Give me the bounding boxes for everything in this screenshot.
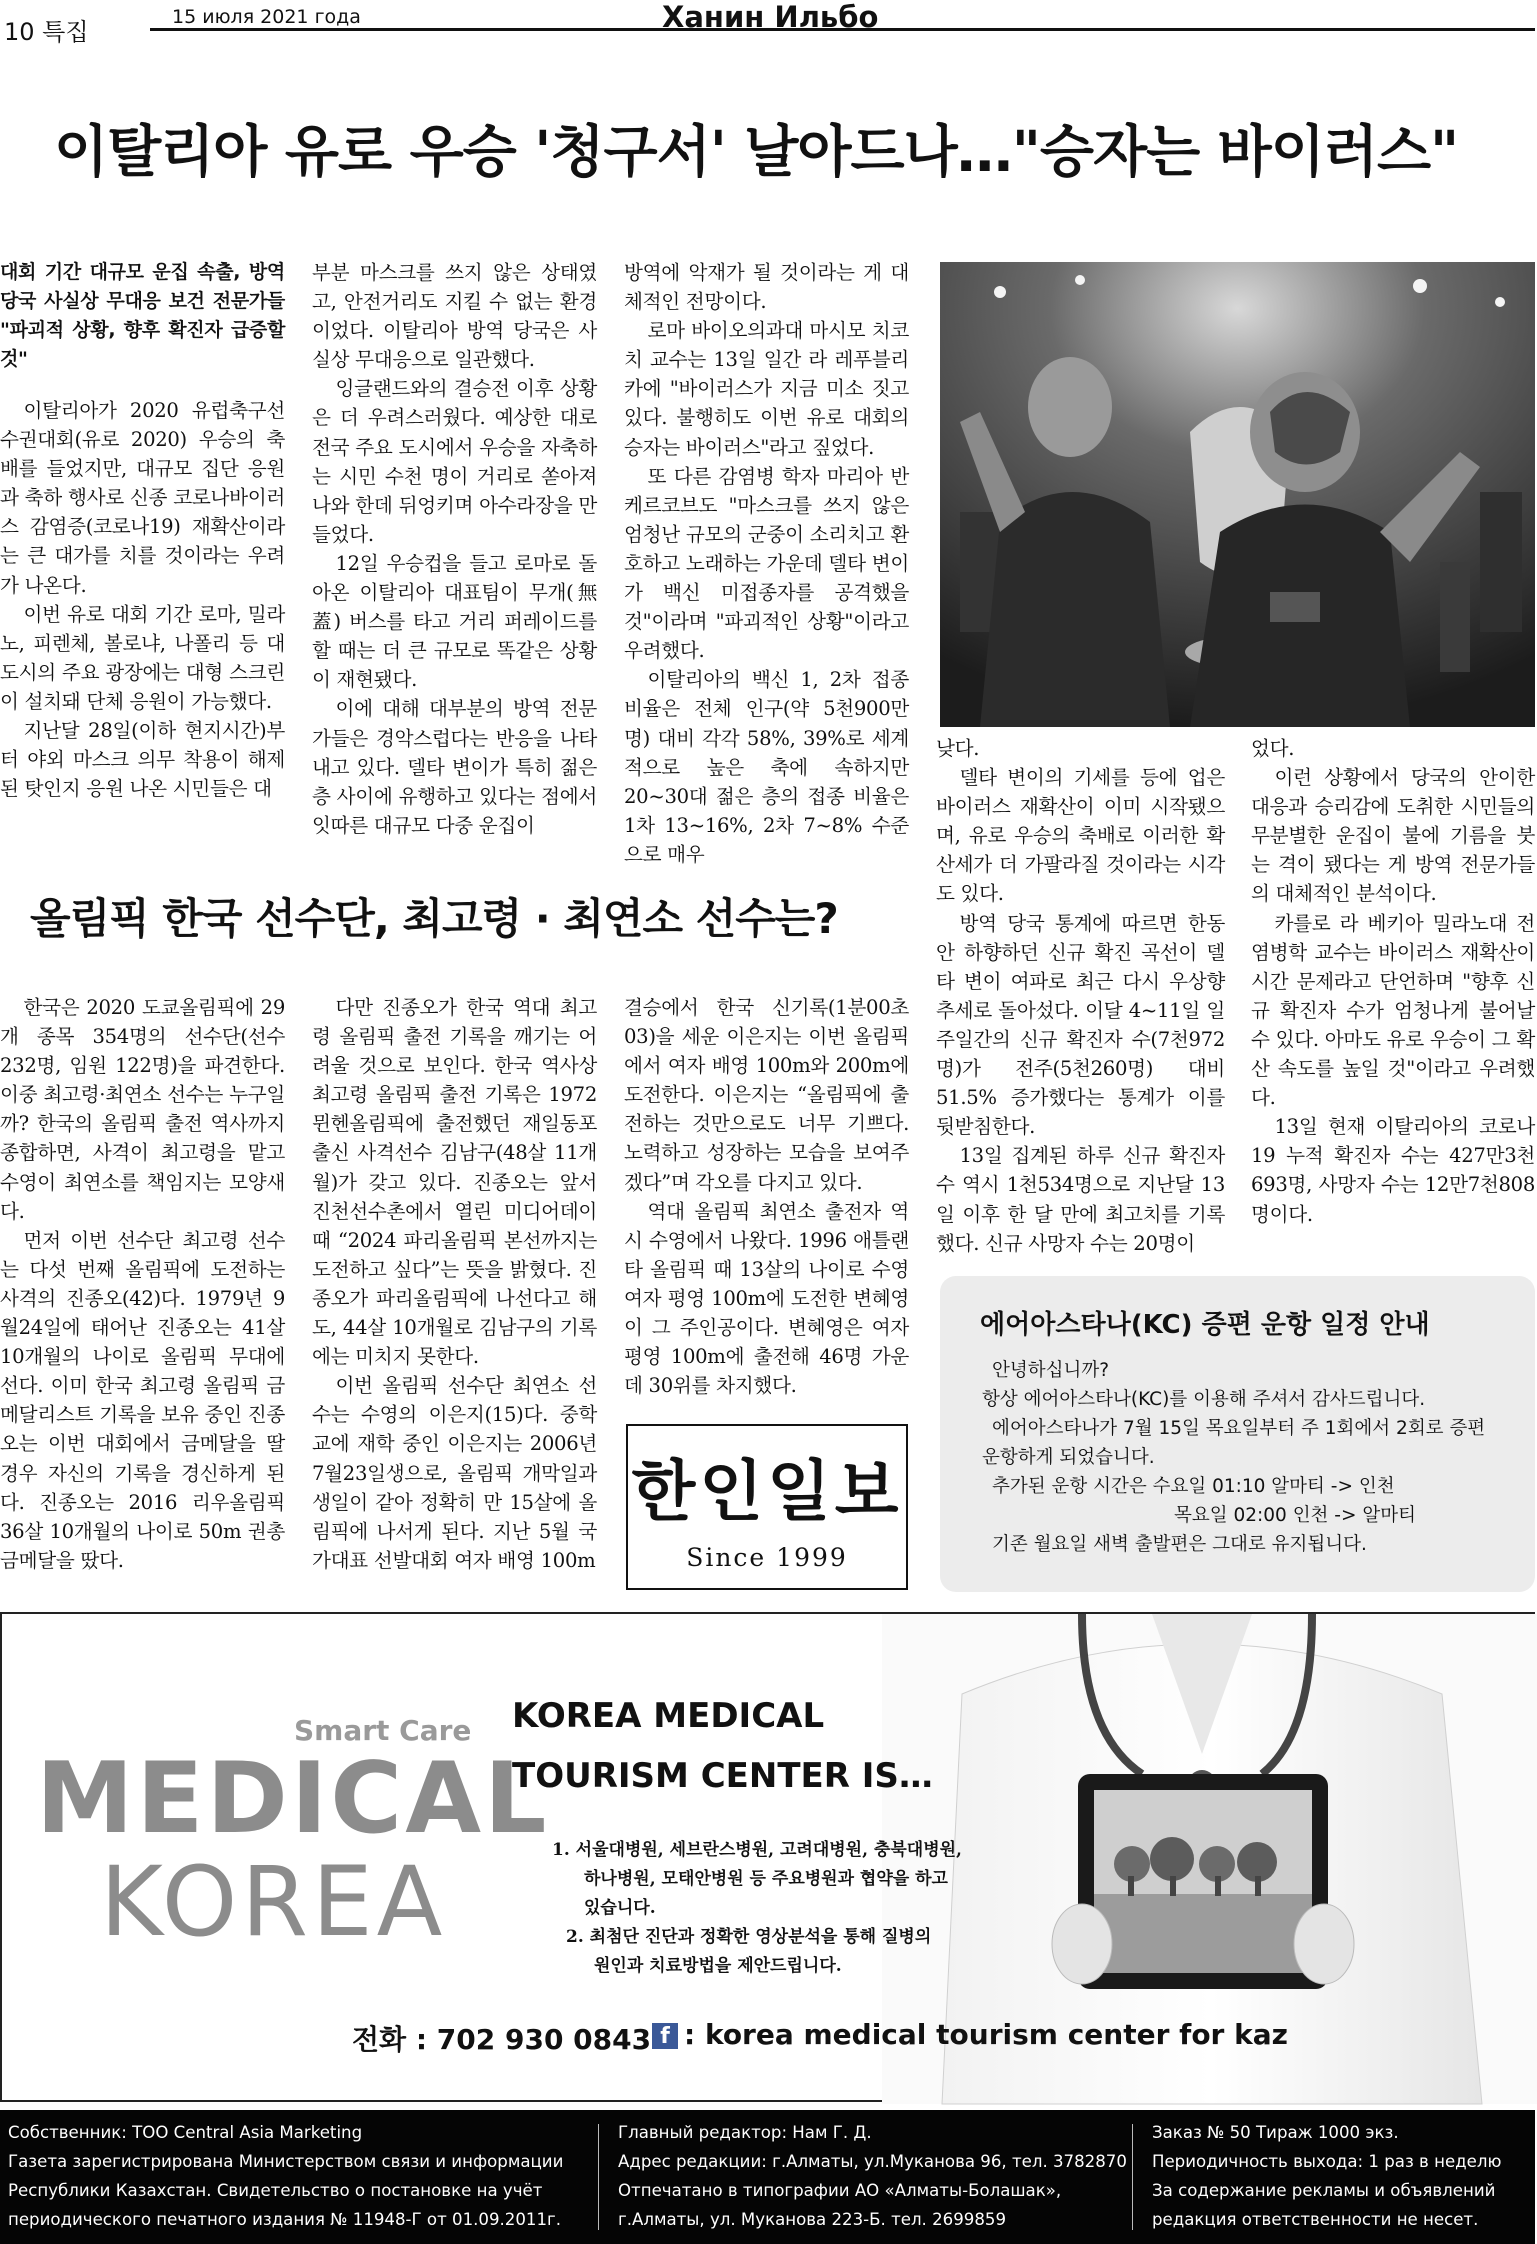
- article1-column-2: [312, 258, 597, 844]
- medical-korea-ad: [0, 1612, 1535, 2102]
- imprint-line: Главный редактор: Нам Г. Д.: [618, 2123, 872, 2142]
- facebook-icon: f: [652, 2023, 678, 2049]
- medical-wordmark: MEDICAL: [36, 1742, 550, 1856]
- paragraph: 이에 대해 대부분의 방역 전문가들은 경악스럽다는 반응을 나타내고 있다. 델타 변이가 특히 젊은 층 사이에 유행하고 있다는 점에서 잇따른 대규모 다중 운집이: [312, 697, 597, 837]
- paragraph: 부분 마스크를 쓰지 않은 상태였고, 안전거리도 지킬 수 없는 환경이었다. 이탈리아 방역 당국은 사실상 무대응으로 일관했다.: [312, 261, 597, 372]
- paragraph: 한국은 2020 도쿄올림픽에 29개 종목 354명의 선수단(선수 232명, 임원 122명)을 파견한다. 이중 최고령·최연소 선수는 누구일까? 한국의 올림픽 출전 역사까지 종합하면, 사격이 최고령을 맡고 수영이 최연소를 책임지는 모양새다.: [0, 996, 285, 1223]
- imprint-line: Адрес редакции: г.Алматы, ул.Муканова 96, тел. 3782870: [618, 2152, 1127, 2171]
- paragraph: 이번 유로 대회 기간 로마, 밀라노, 피렌체, 볼로냐, 나폴리 등 대도시의 주요 광장에는 대형 스크린이 설치돼 단체 응원이 가능했다.: [0, 602, 285, 713]
- masthead: Ханин Ильбо: [662, 0, 879, 34]
- paragraph: 다만 진종오가 한국 역대 최고령 올림픽 출전 기록을 깨기는 어려울 것으로 보인다. 한국 역사상 최고령 올림픽 출전 기록은 1972 뮌헨올림픽에 출전했던 재일동포 출신 사격선수 김남구(48살 11개월)가 갖고 있다. 진종오는 앞서 진천선수촌에서 열린 미디어데이 때 “2024 파리올림픽 본선까지는 도전하고 싶다”는 뜻을 밝혔다. 진종오가 파리올림픽에 나선다고 해도, 44살 10개월로 김남구의 기록에는 미치지 못한다.: [312, 996, 597, 1369]
- ad-list-line: 하나병원, 모태안병원 등 주요병원과 협약을 하고: [584, 1869, 948, 1889]
- imprint-footer: [0, 2110, 1535, 2244]
- notice-line: 안녕하십니까?: [992, 1360, 1110, 1381]
- imprint-column-3: [1152, 2118, 1501, 2234]
- notice-line: 항상 에어아스타나(KC)를 이용해 주셔서 감사드립니다.: [982, 1389, 1426, 1410]
- notice-line: 추가된 운항 시간은 수요일 01:10 알마티 -> 인천: [992, 1476, 1395, 1497]
- page-label: 10 특집: [4, 18, 89, 46]
- smart-care-label: Smart Care: [294, 1714, 472, 1747]
- ad-list-line: 원인과 치료방법을 제안드립니다.: [594, 1956, 842, 1976]
- ad-list-line: 있습니다.: [584, 1898, 656, 1918]
- paragraph: 방역 당국 통계에 따르면 한동안 하향하던 신규 확진 곡선이 델타 변이 여파로 최근 다시 우상향 추세로 돌아섰다. 이달 4~11일 일주일간의 신규 확진자 수(7천972명)가 전주(5천260명) 대비 51.5% 증가했다는 통계가 이를 뒷받침한다.: [936, 911, 1225, 1139]
- korea-wordmark: KOREA: [100, 1846, 447, 1958]
- article2-column-1: [0, 993, 285, 1589]
- paragraph: 이탈리아의 백신 1, 2차 접종 비율은 전체 인구(약 5천900만 명) 대비 각각 58%, 39%로 세계적으로 높은 축에 속하지만 20~30대 젊은 층의 접종 비율은 1차 13~16%, 2차 7~8% 수준으로 매우: [624, 668, 909, 866]
- paragraph: 12일 우승컵을 들고 로마로 돌아온 이탈리아 대표팀이 무개(無蓋) 버스를 타고 거리 퍼레이드를 할 때는 더 큰 규모로 똑같은 상황이 재현됐다.: [312, 551, 597, 692]
- paragraph: 이런 상황에서 당국의 안이한 대응과 승리감에 도취한 시민들의 무분별한 운집이 불에 기름을 붓는 격이 됐다는 게 방역 전문가들의 대체적인 분석이다.: [1251, 766, 1535, 906]
- issue-date: 15 июля 2021 года: [172, 6, 361, 28]
- paragraph: 이번 올림픽 선수단 최연소 선수는 수영의 이은지(15)다. 중학교에 재학 중인 이은지는 2006년 7월23일생으로, 올림픽 개막일과 생일이 같아 정확히 만 15살에 올림픽에 나서게 된다. 지난 5월 국가대표 선발대회 여자 배영 100m: [312, 1374, 597, 1572]
- logo-text: 한인일보: [631, 1452, 903, 1530]
- ad-headline-line: TOURISM CENTER IS…: [512, 1756, 933, 1796]
- airline-notice: [940, 1276, 1535, 1592]
- paragraph: 낮다.: [936, 737, 980, 760]
- article1-column-1: [0, 258, 285, 844]
- ad-facebook-text: : korea medical tourism center for kaz: [684, 2018, 1288, 2051]
- ad-headline: [512, 1686, 933, 1806]
- imprint-column-1: [8, 2118, 563, 2234]
- ad-list-line: 1. 서울대병원, 세브란스병원, 고려대병원, 충북대병원,: [552, 1840, 962, 1860]
- imprint-divider: [1132, 2124, 1133, 2230]
- article1-column-4: [936, 734, 1225, 1264]
- notice-line: 에어아스타나가 7월 15일 목요일부터 주 1회에서 2회로 증편: [992, 1418, 1486, 1439]
- newspaper-logo: [626, 1424, 908, 1590]
- paragraph: 지난달 28일(이하 현지시간)부터 야외 마스크 의무 착용이 해제된 탓인지 응원 나온 시민들은 대: [0, 719, 285, 801]
- imprint-column-2: [618, 2118, 1127, 2234]
- imprint-line: Газета зарегистрирована Министерством связи и информации: [8, 2152, 564, 2171]
- paragraph: 역대 올림픽 최연소 출전자 역시 수영에서 나왔다. 1996 애틀랜타 올림픽 때 13살의 나이로 수영 여자 평영 100m에 도전한 변혜영이 그 주인공이다. 변혜영은 여자 평영 100m에 출전해 46명 가운데 30위를 차지했다.: [624, 1199, 909, 1398]
- ad-service-list: [552, 1836, 962, 1981]
- paragraph: 잉글랜드와의 결승전 이후 상황은 더 우려스러웠다. 예상한 대로 전국 주요 도시에서 우승을 자축하는 시민 수천 명이 거리로 쏟아져나와 한데 뒤엉키며 아수라장을 만들었다.: [312, 377, 597, 546]
- paragraph: 13일 현재 이탈리아의 코로나19 누적 확진자 수는 427만3천693명, 사망자 수는 12만7천808명이다.: [1251, 1115, 1535, 1226]
- article1-headline: 이탈리아 유로 우승 '청구서' 날아드나…"승자는 바이러스": [54, 120, 1459, 185]
- celebration-photo: [940, 262, 1535, 727]
- ad-phone: 전화 : 702 930 0843: [352, 2023, 652, 2056]
- paragraph: 결승에서 한국 신기록(1분00초03)을 세운 이은지는 이번 올림픽에서 여자 배영 100m와 200m에 도전한다. 이은지는 “올림픽에 출전하는 것만으로도 너무 기쁘다. 노력하고 성장하는 모습을 보여주겠다”며 각오를 다지고 있다.: [624, 996, 909, 1194]
- page-header: [0, 0, 1535, 46]
- ad-facebook: [652, 2018, 1288, 2051]
- paragraph: 었다.: [1251, 737, 1295, 760]
- article2-column-2: [312, 993, 597, 1589]
- imprint-line: Заказ № 50 Тираж 1000 экз.: [1152, 2123, 1399, 2142]
- photo-illustration: [940, 262, 1535, 727]
- article1-column-3: [624, 258, 909, 866]
- paragraph: 13일 집계된 하루 신규 확진자 수 역시 1천534명으로 지난달 13일 이후 한 달 만에 최고치를 기록했다. 신규 사망자 수는 20명이: [936, 1144, 1225, 1255]
- paragraph: 이탈리아가 2020 유럽축구선수권대회(유로 2020) 우승의 축배를 들었지만, 대규모 집단 응원과 축하 행사로 신종 코로나바이러스 감염증(코로나19) 재확산이라는 큰 대가를 치를 것이라는 우려가 나온다.: [0, 399, 285, 597]
- article2-headline: 올림픽 한국 선수단, 최고령 · 최연소 선수는?: [30, 894, 838, 943]
- imprint-line: Республики Казахстан. Свидетельство о постановке на учёт: [8, 2181, 543, 2200]
- imprint-line: Периодичность выхода: 1 раз в неделю: [1152, 2152, 1502, 2171]
- paragraph: 델타 변이의 기세를 등에 업은 바이러스 재확산이 이미 시작됐으며, 유로 우승의 축배로 이러한 확산세가 더 가팔라질 것이라는 시각도 있다.: [936, 766, 1225, 906]
- imprint-divider: [598, 2124, 599, 2230]
- imprint-line: г.Алматы, ул. Муканова 223-Б. тел. 2699859: [618, 2210, 1007, 2229]
- paragraph: 또 다른 감염병 학자 마리아 반케르코브도 "마스크를 쓰지 않은 엄청난 규모의 군중이 소리치고 환호하고 노래하는 가운데 델타 변이가 백신 미접종자를 공격했을 것"이라며 "파괴적인 상황"이라고 우려했다.: [624, 464, 909, 663]
- notice-line: 기존 월요일 새벽 출발편은 그대로 유지됩니다.: [992, 1534, 1367, 1555]
- notice-body: [982, 1356, 1522, 1559]
- ad-list-line: 2. 최첨단 진단과 정확한 영상분석을 통해 질병의: [566, 1927, 932, 1947]
- paragraph: 방역에 악재가 될 것이라는 게 대체적인 전망이다.: [624, 261, 909, 314]
- header-rule: [150, 28, 1535, 31]
- ad-headline-line: KOREA MEDICAL: [512, 1696, 825, 1736]
- notice-line: 목요일 02:00 인천 -> 알마티: [1174, 1505, 1416, 1526]
- paragraph: 카를로 라 베키아 밀라노대 전염병학 교수는 바이러스 재확산이 시간 문제라고 단언하며 "향후 신규 확진자 수가 엄청나게 불어날 수 있다. 아마도 유로 우승이 그 확산 속도를 높일 것"이라고 우려했다.: [1251, 911, 1535, 1110]
- notice-line: 운항하게 되었습니다.: [982, 1447, 1155, 1468]
- article1-column-5: [1251, 734, 1535, 1234]
- logo-since: Since 1999: [686, 1543, 848, 1572]
- imprint-line: редакция ответственности не несет.: [1152, 2210, 1479, 2229]
- imprint-line: Отпечатано в типографии АО «Алматы-Болашак»,: [618, 2181, 1062, 2200]
- paragraph: 로마 바이오의과대 마시모 치코치 교수는 13일 일간 라 레푸블리카에 "바이러스가 지금 미소 짓고 있다. 불행히도 이번 유로 대회의 승자는 바이러스"라고 짚었다.: [624, 319, 909, 459]
- article2-column-3: [624, 993, 909, 1413]
- imprint-line: Собственник: ТОО Central Asia Marketing: [8, 2123, 363, 2142]
- article1-lead: 대회 기간 대규모 운집 속출, 방역당국 사실상 무대응 보건 전문가들 "파괴적 상황, 향후 확진자 급증할 것": [0, 261, 285, 370]
- imprint-line: За содержание рекламы и объявлений: [1152, 2181, 1496, 2200]
- notice-title: 에어아스타나(KC) 증편 운항 일정 안내: [980, 1310, 1430, 1340]
- imprint-line: периодического печатного издания № 11948-Г от 01.09.2011г.: [8, 2210, 562, 2229]
- paragraph: 먼저 이번 선수단 최고령 선수는 다섯 번째 올림픽에 도전하는 사격의 진종오(42)다. 1979년 9월24일에 태어난 진종오는 41살 10개월의 나이로 올림픽 무대에 선다. 이미 한국 최고령 올림픽 금메달리스트 기록을 보유 중인 진종오는 이번 대회에서 금메달을 딸 경우 자신의 기록을 경신하게 된다. 진종오는 2016 리우올림픽 36살 10개월의 나이로 50m 권총 금메달을 땄다.: [0, 1228, 285, 1572]
